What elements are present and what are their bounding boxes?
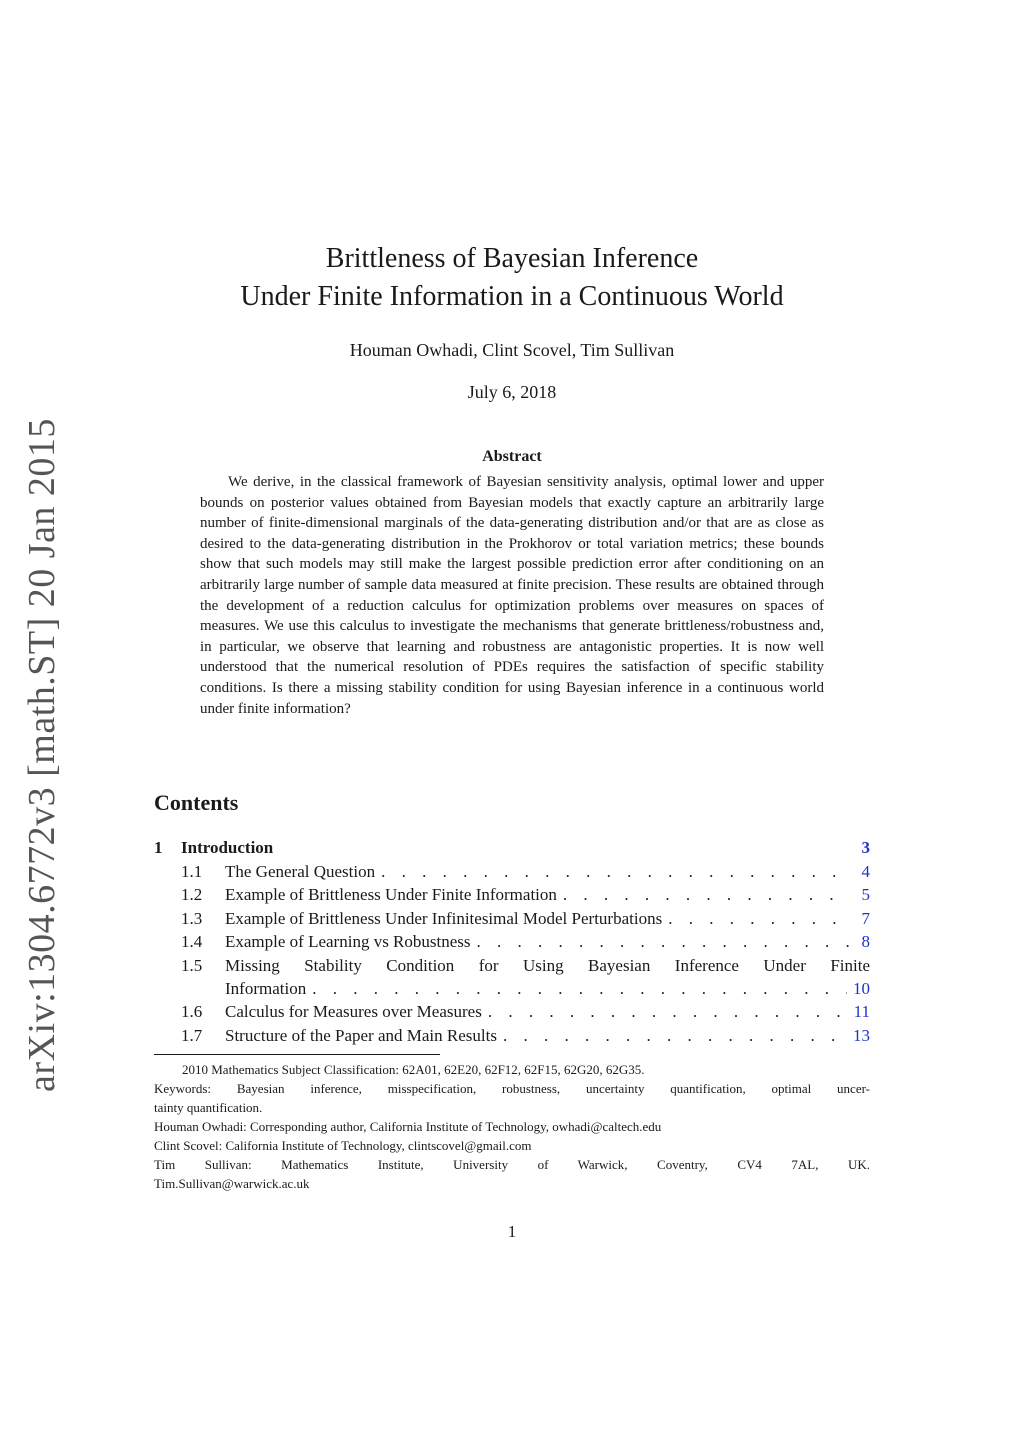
toc-leader-dots [668, 909, 850, 929]
toc-item-page-link[interactable]: 11 [853, 1002, 870, 1022]
toc-item-label: Missing Stability Condition for Using Bayesian Inference Under Finite [225, 955, 870, 975]
toc-section-page-link[interactable]: 3 [861, 838, 870, 857]
footnotes [154, 1060, 870, 1193]
paper-title [0, 240, 1024, 316]
toc-leader-dots [381, 862, 850, 882]
toc-item-label: Example of Brittleness Under Infinitesimal Model Perturbations [225, 908, 663, 928]
toc-item-label: Example of Brittleness Under Finite Information [225, 885, 557, 905]
toc-item-label: Information [225, 978, 307, 998]
toc-item[interactable] [154, 909, 870, 932]
toc-item[interactable] [154, 862, 870, 885]
toc-item-number: 1.5 [181, 955, 203, 975]
toc-leader-dots [503, 1026, 847, 1046]
toc-item[interactable] [154, 1026, 870, 1049]
toc-section-introduction[interactable] [154, 838, 870, 862]
toc-item[interactable] [154, 956, 870, 979]
toc-item-page-link[interactable]: 5 [861, 885, 870, 905]
toc-item[interactable] [154, 932, 870, 955]
footnote-msc: 2010 Mathematics Subject Classification: 62A01, 62E20, 62F12, 62F15, 62G20, 62G35. [182, 1062, 645, 1077]
footnote-sullivan-line1: Tim Sullivan: Mathematics Institute, University of Warwick, Coventry, CV4 7AL, UK. [154, 1157, 870, 1172]
arxiv-identifier-stamp: arXiv:1304.6772v3 [math.ST] 20 Jan 2015 [21, 418, 63, 1092]
toc-item-page-link[interactable]: 7 [861, 908, 870, 928]
toc-item-number: 1.1 [181, 862, 203, 881]
table-of-contents [154, 838, 870, 1049]
toc-item[interactable] [154, 1002, 870, 1025]
footnote-scovel: Clint Scovel: California Institute of Technology, clintscovel@gmail.com [154, 1138, 532, 1153]
toc-leader-dots [477, 932, 850, 952]
toc-item-number: 1.7 [181, 1025, 203, 1045]
publication-date: July 6, 2018 [467, 382, 557, 402]
toc-item-continuation[interactable] [154, 979, 870, 1002]
toc-item-label: The General Question [225, 862, 376, 881]
toc-item-number: 1.4 [181, 932, 203, 952]
toc-item-page-link[interactable]: 10 [853, 978, 870, 998]
footnote-keywords-line1: Keywords: Bayesian inference, misspecification, robustness, uncertainty quantification, optimal uncer- [154, 1081, 870, 1096]
abstract-heading: Abstract [482, 448, 542, 465]
toc-item-number: 1.6 [181, 1002, 203, 1022]
toc-item-page-link[interactable]: 13 [853, 1025, 870, 1045]
toc-section-label: Introduction [181, 838, 274, 857]
footnote-owhadi: Houman Owhadi: Corresponding author, California Institute of Technology, owhadi@caltech.edu [154, 1119, 662, 1134]
page-number: 1 [507, 1222, 517, 1241]
contents-heading: Contents [154, 790, 239, 815]
abstract-body: We derive, in the classical framework of Bayesian sensitivity analysis, optimal lower and upper bounds on posterior values obtained from Bayesian models that exactly capture an arbitrarily large number of finite-dimensional marginals of the data-generating distribution and/or that are as close as desired to the data-generating distribution in the Prokhorov or total variation metrics; these bounds show that such models may still make the largest possible prediction error after conditioning on an arbitrarily large number of sample data measured at finite precision. These results are obtained through the development of a reduction calculus for optimization problems over measures on spaces of measures. We use this calculus to investigate the mechanisms that generate brittleness/robustness and, in particular, we observe that learning and robustness are antagonistic properties. It is now well understood that the numerical resolution of PDEs requires the satisfaction of specific stability conditions. Is there a missing stability condition for using Bayesian inference in a continuous world under finite information? [200, 474, 824, 717]
toc-leader-dots [312, 979, 847, 999]
title-line-2: Under Finite Information in a Continuous World [240, 281, 784, 312]
toc-item-label: Structure of the Paper and Main Results [225, 1025, 497, 1045]
toc-item-label: Example of Learning vs Robustness [225, 932, 471, 952]
author-list: Houman Owhadi, Clint Scovel, Tim Sullivan [349, 340, 675, 360]
toc-item-page-link[interactable]: 4 [861, 862, 870, 881]
footnote-divider [154, 1054, 440, 1055]
toc-leader-dots [488, 1002, 848, 1022]
title-line-1: Brittleness of Bayesian Inference [325, 243, 699, 274]
toc-section-number: 1 [154, 838, 163, 857]
toc-item-label: Calculus for Measures over Measures [225, 1002, 482, 1022]
footnote-keywords-line2: tainty quantification. [154, 1100, 263, 1115]
toc-item[interactable] [154, 885, 870, 908]
toc-leader-dots [563, 885, 850, 905]
toc-item-number: 1.3 [181, 908, 203, 928]
toc-item-page-link[interactable]: 8 [861, 932, 870, 952]
footnote-sullivan-email: Tim.Sullivan@warwick.ac.uk [154, 1176, 310, 1191]
toc-item-number: 1.2 [181, 885, 203, 905]
